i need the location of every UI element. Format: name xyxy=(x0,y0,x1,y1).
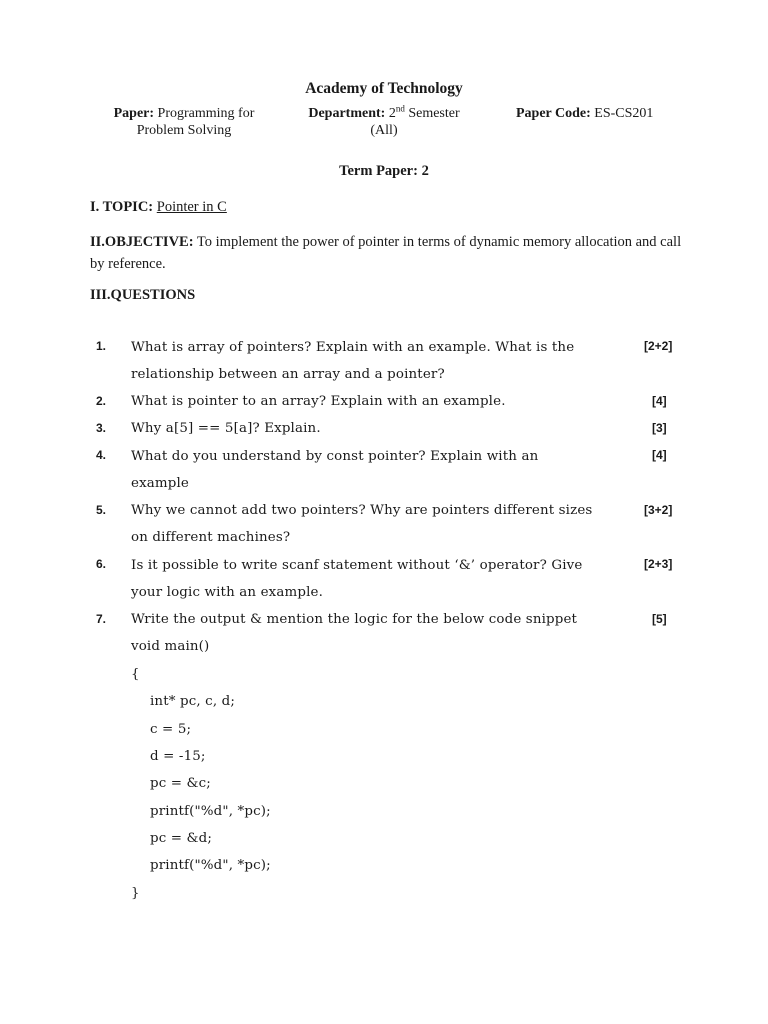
code-line: int* pc, c, d; xyxy=(150,694,236,709)
question-marks: [2+3] xyxy=(644,557,673,571)
objective xyxy=(90,231,690,275)
department-num: 2 xyxy=(388,106,396,121)
question-number: 1. xyxy=(96,339,107,353)
paper-value-line1: Programming for xyxy=(157,106,255,121)
code-line: pc = &c; xyxy=(150,776,211,791)
topic-line xyxy=(90,199,227,216)
topic-label: I. TOPIC: xyxy=(90,199,154,215)
question-text xyxy=(131,415,631,442)
question-line: What do you understand by const pointer? Explain with an xyxy=(131,449,539,464)
question-line: on different machines? xyxy=(131,530,291,546)
code-line: } xyxy=(131,886,140,901)
code-line: void main() xyxy=(131,639,210,654)
question-line: Why a[5] == 5[a]? Explain. xyxy=(131,421,321,436)
question-marks: [4] xyxy=(652,394,667,408)
code-line: { xyxy=(131,667,140,682)
question-number: 7. xyxy=(96,612,107,626)
institution-title: Academy of Technology xyxy=(305,80,463,97)
question-text xyxy=(131,606,631,633)
paper-code xyxy=(516,105,676,122)
code-line: d = -15; xyxy=(150,749,206,764)
question-number: 2. xyxy=(96,394,107,408)
question-marks: [4] xyxy=(652,448,667,462)
code-line: c = 5; xyxy=(150,722,192,737)
paper-value-line2: Problem Solving xyxy=(136,123,232,138)
paper-code-value: ES-CS201 xyxy=(594,106,654,121)
term-paper: Term Paper: 2 xyxy=(339,163,429,179)
code-line: printf("%d", *pc); xyxy=(150,858,271,873)
objective-label: II.OBJECTIVE: xyxy=(90,234,194,250)
question-marks: [5] xyxy=(652,612,667,626)
question-number: 4. xyxy=(96,448,107,462)
question-line: example xyxy=(131,476,189,492)
department-sup: nd xyxy=(395,103,405,114)
question-line: What is pointer to an array? Explain with an example. xyxy=(131,394,506,409)
question-line: Is it possible to write scanf statement without ‘&’ operator? Give xyxy=(131,558,583,573)
question-marks: [3+2] xyxy=(644,503,673,517)
question-line: your logic with an example. xyxy=(131,585,323,601)
question-number: 5. xyxy=(96,503,107,517)
question-line: What is array of pointers? Explain with an example. What is the xyxy=(131,340,575,355)
question-number: 6. xyxy=(96,557,107,571)
paper-code-label: Paper Code: xyxy=(516,106,591,121)
question-line: Write the output & mention the logic for the below code snippet xyxy=(131,612,578,627)
objective-text: To implement the power of pointer in terms of dynamic memory allocation and call by reference. xyxy=(90,234,682,272)
question-text xyxy=(131,334,631,389)
questions-heading: III.QUESTIONS xyxy=(90,287,196,303)
department-line2: (All) xyxy=(370,123,398,138)
code-line: pc = &d; xyxy=(150,831,213,846)
question-text xyxy=(131,443,631,498)
topic-value: Pointer in C xyxy=(156,199,227,215)
question-line: relationship between an array and a pointer? xyxy=(131,367,445,383)
question-text xyxy=(131,497,631,552)
department-rest: Semester xyxy=(408,106,460,121)
question-marks: [2+2] xyxy=(644,339,673,353)
question-marks: [3] xyxy=(652,421,667,435)
question-number: 3. xyxy=(96,421,107,435)
question-line: Why we cannot add two pointers? Why are pointers different sizes xyxy=(131,503,593,518)
paper-name xyxy=(100,105,268,139)
paper-label: Paper: xyxy=(113,106,155,121)
department-label: Department: xyxy=(308,106,386,121)
department xyxy=(298,105,470,139)
question-text xyxy=(131,552,631,607)
question-text xyxy=(131,388,631,415)
code-line: printf("%d", *pc); xyxy=(150,804,271,819)
